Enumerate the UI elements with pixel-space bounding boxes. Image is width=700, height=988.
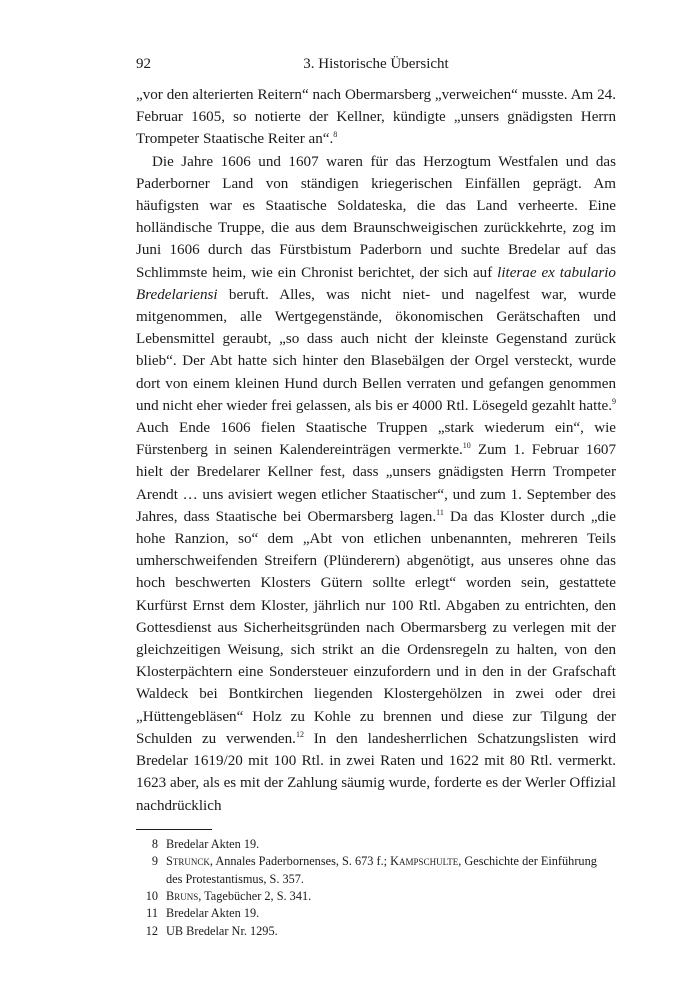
footnote-10 xyxy=(136,888,616,905)
footnote-ref-11: 11 xyxy=(436,507,444,517)
footnote-12 xyxy=(136,923,616,940)
text-run: Die Jahre 1606 und 1607 waren für das Herzogtum Westfalen und das Paderborner Land von ständigen kriegerischen Einfällen geprägt. Am häufigsten war es Staatische Soldateska, die das Land verheerte. Eine holländische Truppe, die aus dem Braunschweigischen zurückkehrte, zog im Juni 1606 durch das Fürstbistum Paderborn und suchte Bredelar auf das Schlimmste heim, wie ein Chronist berichtet, der sich auf xyxy=(136,153,616,281)
footnote-number: 10 xyxy=(145,888,158,903)
text-run: beruft. Alles, was nicht niet- und nagelfest war, wurde mitgenommen, alle Wertgegenstände, ökonomischen Gerätschaften und Lebensmittel geraubt, „so dass auch nicht der kleinste Gegenstand zurück blieb“. Der Abt hatte sich hinter den Blasebälgen der Orgel versteckt, wurde dort von einem kleinen Hund durch Bellen verraten und gefangen genommen und nicht eher wieder frei gelassen, als bis er 4000 Rtl. Lösegeld gezahlt hatte. xyxy=(136,286,616,414)
text-run: „vor den alterierten Reitern“ nach Obermarsberg „verweichen“ musste. Am 24. Februar 1605, so notierte der Kellner, kündigte „unsers gnädigsten Herrn Trompeter Staatische Reiter an“. xyxy=(136,87,616,148)
footnote-separator xyxy=(136,829,212,830)
footnote-number: 8 xyxy=(151,836,158,851)
footnote-text xyxy=(166,905,616,922)
footnote-9 xyxy=(136,853,616,888)
footnote-ref-10: 10 xyxy=(462,441,471,451)
footnote-ref-9: 9 xyxy=(612,396,616,406)
text-run: Zum 1. Februar 1607 hielt der Bredelarer Kellner fest, dass „unsers gnädigsten Herrn Trompeter Arendt … uns avisiert wegen etlicher Staatischer“, und zum 1. September des Jahres, dass Staatische bei Obermarsberg lagen. xyxy=(136,442,616,525)
book-page xyxy=(136,56,616,940)
footnote-text-run: Bredelar Akten 19. xyxy=(166,906,260,921)
footnote-number: 12 xyxy=(145,923,158,938)
body-text xyxy=(136,84,616,817)
footnote-number: 9 xyxy=(151,854,158,869)
author-name: Strunck xyxy=(166,854,210,869)
footnote-text-run: Bredelar Akten 19. xyxy=(166,836,260,851)
footnote-text xyxy=(166,888,616,905)
latin-phrase: literae ex tabulario Bredelariensi xyxy=(136,264,616,303)
footnotes xyxy=(136,836,616,940)
author-name: Kampschulte xyxy=(390,854,459,869)
page-number: 92 xyxy=(136,56,151,72)
footnote-11 xyxy=(136,905,616,922)
author-name: Bruns xyxy=(166,888,199,903)
text-run: In den landesherrlichen Schatzungslisten wird Bredelar 1619/20 mit 100 Rtl. in zwei Raten und 1622 mit 80 Rtl. vermerkt. 1623 aber, als es mit der Zahlung säumig wurde, forderte es der Werler Offizial nachdrücklich xyxy=(136,730,617,814)
text-run: Auch Ende 1606 fielen Staatische Truppen „stark wiederum ein“, wie Fürstenberg in seinen Kalendereinträgen vermerkte. xyxy=(136,420,616,459)
text-run: Da das Kloster durch „die hohe Ranzion, so“ dem „Abt von etlichen unbenannten, mehreren Teils umherschweifenden Streifern (Plünderern) abgenötigt, aus unseres ohne das hoch beschwerten Klosters Gütern sollte erlegt“ worden sein, gestattete Kurfürst Ernst dem Kloster, jährlich nur 100 Rtl. Abgaben zu entrichten, den Gottesdienst aus Sicherheitsgründen nach Obermarsberg zu verlegen mit der gleichzeitigen Weisung, sich strikt an die Ordensregeln zu halten, von den Klosterpächtern eine Sondersteuer einzufordern und in den in der Grafschaft Waldeck bei Bontkirchen liegenden Klostergehölzen in zwei oder drei „Hüttengebläsen“ Holz zu Kohle zu brennen und diese zur Tilgung der Schulden zu verwenden. xyxy=(136,508,616,747)
paragraph xyxy=(136,84,616,151)
footnote-text xyxy=(166,836,616,853)
footnote-text-run: , Tagebücher 2, S. 341. xyxy=(198,888,312,903)
footnote-ref-12: 12 xyxy=(295,729,304,739)
footnote-number: 11 xyxy=(146,906,158,921)
footnote-ref-8: 8 xyxy=(333,130,338,140)
paragraph xyxy=(136,151,616,817)
footnote-text xyxy=(166,853,616,888)
running-head: 3. Historische Übersicht xyxy=(303,56,449,72)
footnote-text-run: , Annales Paderbornenses, S. 673 f.; xyxy=(209,854,391,869)
footnote-text-run: , Geschichte der Einführung des Protestantismus, S. 357. xyxy=(166,854,597,886)
footnote-text xyxy=(166,923,616,940)
page-header xyxy=(136,56,616,84)
footnote-text-run: UB Bredelar Nr. 1295. xyxy=(166,923,278,938)
footnote-8 xyxy=(136,836,616,853)
